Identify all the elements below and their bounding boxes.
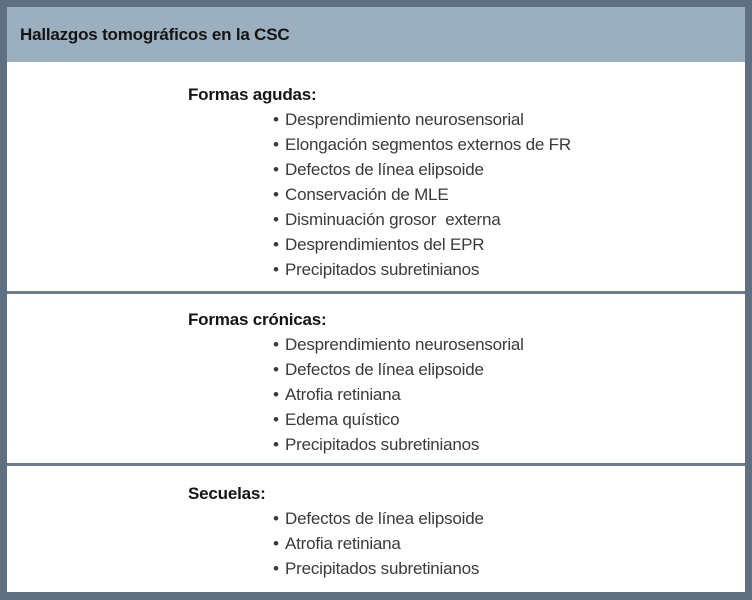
finding-text: Desprendimiento neurosensorial bbox=[285, 335, 524, 354]
bullet-icon: • bbox=[273, 385, 279, 404]
bullet-icon: • bbox=[273, 160, 279, 179]
list-item bbox=[273, 407, 745, 432]
bullet-icon: • bbox=[273, 360, 279, 379]
section-heading: Formas crónicas: bbox=[188, 310, 327, 329]
bullet-icon: • bbox=[273, 260, 279, 279]
finding-text: Desprendimientos del EPR bbox=[285, 235, 485, 254]
bullet-icon: • bbox=[273, 185, 279, 204]
list-item bbox=[273, 506, 745, 531]
bullet-icon: • bbox=[273, 410, 279, 429]
finding-list bbox=[7, 506, 745, 581]
finding-text: Atrofia retiniana bbox=[285, 385, 401, 404]
list-item bbox=[273, 432, 745, 457]
finding-text: Precipitados subretinianos bbox=[285, 260, 480, 279]
findings-section bbox=[7, 62, 745, 291]
list-item bbox=[273, 107, 745, 132]
bullet-icon: • bbox=[273, 534, 279, 553]
finding-text: Conservación de MLE bbox=[285, 185, 449, 204]
list-item bbox=[273, 357, 745, 382]
findings-section bbox=[7, 463, 745, 592]
bullet-icon: • bbox=[273, 559, 279, 578]
findings-section bbox=[7, 291, 745, 463]
section-heading: Formas agudas: bbox=[188, 85, 317, 104]
finding-text: Defectos de línea elipsoide bbox=[285, 360, 484, 379]
list-item bbox=[273, 182, 745, 207]
bullet-icon: • bbox=[273, 335, 279, 354]
finding-text: Edema quístico bbox=[285, 410, 400, 429]
list-item bbox=[273, 382, 745, 407]
bullet-icon: • bbox=[273, 110, 279, 129]
finding-text: Disminuación grosor externa bbox=[285, 210, 501, 229]
finding-text: Precipitados subretinianos bbox=[285, 435, 480, 454]
finding-list bbox=[7, 107, 745, 282]
list-item bbox=[273, 232, 745, 257]
table-header bbox=[7, 7, 745, 62]
finding-text: Atrofia retiniana bbox=[285, 534, 401, 553]
bullet-icon: • bbox=[273, 435, 279, 454]
list-item bbox=[273, 207, 745, 232]
list-item bbox=[273, 531, 745, 556]
finding-text: Desprendimiento neurosensorial bbox=[285, 110, 524, 129]
table-title: Hallazgos tomográficos en la CSC bbox=[20, 24, 290, 44]
list-item bbox=[273, 257, 745, 282]
table-body bbox=[7, 62, 745, 592]
list-item bbox=[273, 332, 745, 357]
finding-text: Defectos de línea elipsoide bbox=[285, 160, 484, 179]
section-heading: Secuelas: bbox=[188, 484, 266, 503]
bullet-icon: • bbox=[273, 235, 279, 254]
finding-text: Precipitados subretinianos bbox=[285, 559, 480, 578]
bullet-icon: • bbox=[273, 509, 279, 528]
list-item bbox=[273, 132, 745, 157]
bullet-icon: • bbox=[273, 135, 279, 154]
finding-text: Defectos de línea elipsoide bbox=[285, 509, 484, 528]
finding-text: Elongación segmentos externos de FR bbox=[285, 135, 571, 154]
list-item bbox=[273, 556, 745, 581]
list-item bbox=[273, 157, 745, 182]
finding-list bbox=[7, 332, 745, 457]
bullet-icon: • bbox=[273, 210, 279, 229]
